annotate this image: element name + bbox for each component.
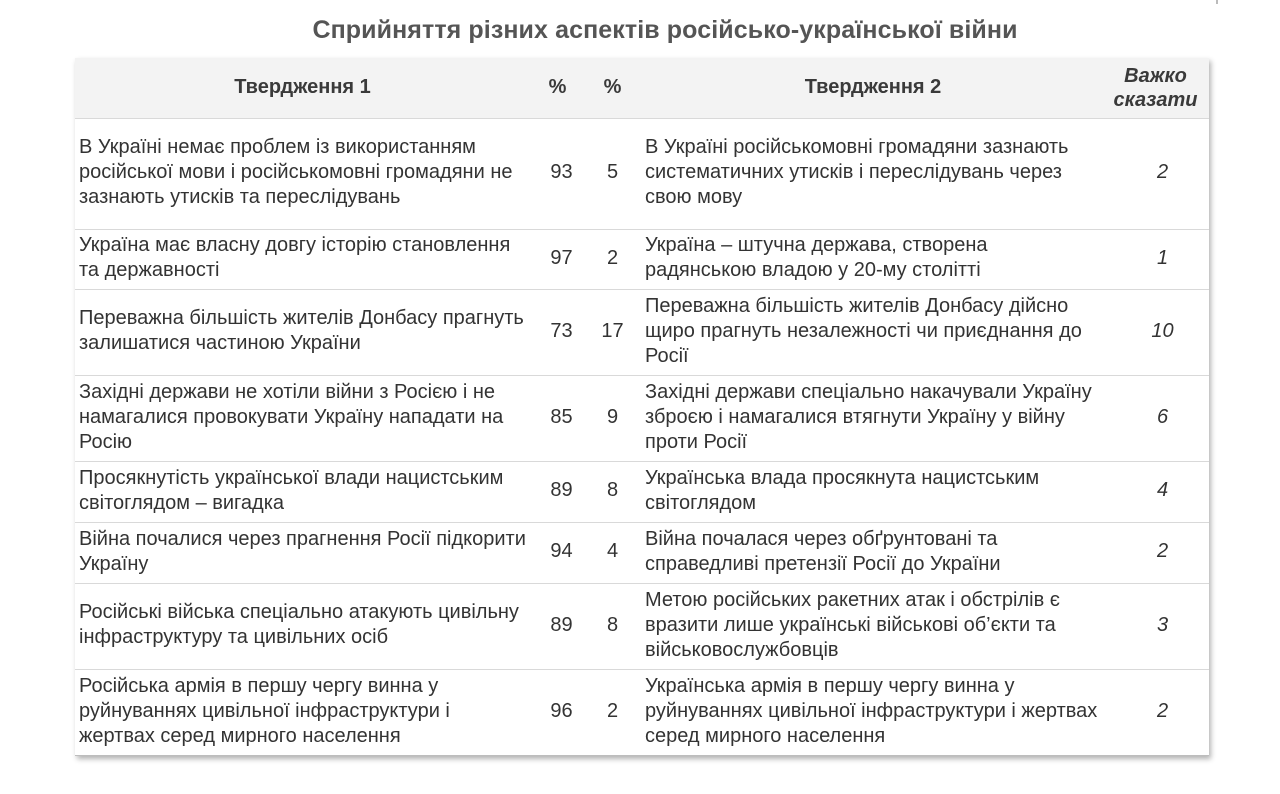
table-row: [75, 375, 1209, 461]
statement-1-cell: Російські війська спеціально атакують цивільну інфраструктуру та цивільних осіб: [79, 601, 519, 648]
hard-to-say-cell: 10: [1151, 319, 1174, 342]
statement-2-cell: Українська влада просякнута нацистським світоглядом: [645, 466, 1040, 514]
header-hard-line-2: сказати: [1113, 88, 1198, 111]
hard-to-say-cell: 2: [1156, 699, 1169, 722]
page-title: Сприйняття різних аспектів російсько-української війни: [312, 16, 1018, 44]
header-statement-1: Твердження 1: [234, 76, 371, 99]
percent-1-cell: 94: [550, 540, 573, 562]
percent-1-cell: 89: [550, 613, 573, 636]
header-percent-1: %: [548, 76, 567, 99]
table-row: [75, 522, 1209, 583]
survey-table: [75, 58, 1209, 756]
percent-1-cell: 93: [550, 161, 573, 183]
percent-1-cell: 85: [550, 405, 573, 428]
table-row: [75, 583, 1209, 669]
table-row: [75, 229, 1209, 289]
percent-2-cell: 2: [606, 699, 619, 722]
percent-2-cell: 5: [606, 161, 619, 183]
corner-mark: [1216, 0, 1218, 4]
statement-1-cell: Переважна більшість жителів Донбасу прагнуть залишатися частиною України: [79, 307, 524, 354]
statement-2-cell: Війна почалася через обґрунтовані та справедливі претензії Росії до України: [645, 527, 1001, 575]
statement-1-cell: Просякнутість української влади нацистським світоглядом – вигадка: [79, 466, 504, 514]
hard-to-say-cell: 1: [1156, 246, 1169, 269]
statement-2-cell: Метою російських ракетних атак і обстрілів є вразити лише українські військові об’єкти та військовослужбовців: [645, 588, 1060, 661]
percent-2-cell: 17: [601, 319, 624, 342]
percent-1-cell: 97: [550, 246, 573, 269]
table-row: [75, 289, 1209, 375]
statement-1-cell: Західні держави не хотіли війни з Росією і не намагалися провокувати Україну нападати на Росію: [79, 380, 504, 453]
table-row: [75, 669, 1209, 755]
statement-1-cell: В Україні немає проблем із використанням російської мови і російськомовні громадяни не зазнають утисків та переслідувань: [79, 136, 513, 208]
percent-2-cell: 2: [606, 246, 619, 269]
hard-to-say-cell: 4: [1156, 479, 1169, 501]
header-statement-2: Твердження 2: [804, 76, 942, 99]
statement-1-cell: Російська армія в першу чергу винна у руйнуваннях цивільної інфраструктури і жертвах серед мирного населення: [79, 674, 450, 747]
percent-1-cell: 89: [550, 479, 573, 501]
table-row: [75, 461, 1209, 522]
statement-2-cell: Україна – штучна держава, створена радянською владою у 20-му столітті: [645, 234, 988, 281]
header-percent-2: %: [603, 76, 622, 99]
table-body: [75, 118, 1209, 755]
table-header: [75, 58, 1209, 118]
percent-2-cell: 8: [606, 613, 619, 636]
hard-to-say-cell: 2: [1156, 540, 1169, 562]
percent-1-cell: 96: [550, 699, 573, 722]
header-hard-to-say: [1106, 58, 1209, 118]
percent-1-cell: 73: [550, 319, 573, 342]
header-row: [75, 58, 1209, 118]
statement-2-cell: Українська армія в першу чергу винна у руйнуваннях цивільної інфраструктури і жертвах серед мирного населення: [645, 674, 1098, 747]
statement-2-cell: Переважна більшість жителів Донбасу дійсно щиро прагнуть незалежності чи приєднання до Росії: [645, 294, 1082, 367]
statement-2-cell: Західні держави спеціально накачували Україну зброєю і намагалися втягнути Україну у війну проти Росії: [645, 380, 1092, 453]
statement-1-cell: Війна почалися через прагнення Росії підкорити Україну: [79, 527, 526, 575]
hard-to-say-cell: 2: [1156, 161, 1169, 183]
table-row: [75, 118, 1209, 229]
statement-2-cell: В Україні російськомовні громадяни зазнають систематичних утисків і переслідувань через свою мову: [645, 136, 1069, 208]
header-hard-line-1: Важко: [1124, 64, 1187, 87]
hard-to-say-cell: 3: [1156, 613, 1169, 636]
hard-to-say-cell: 6: [1156, 405, 1169, 428]
percent-2-cell: 9: [606, 405, 619, 428]
percent-2-cell: 8: [606, 479, 619, 501]
survey-table-container: [75, 58, 1209, 756]
statement-1-cell: Україна має власну довгу історію становлення та державності: [79, 234, 511, 281]
percent-2-cell: 4: [606, 540, 619, 562]
